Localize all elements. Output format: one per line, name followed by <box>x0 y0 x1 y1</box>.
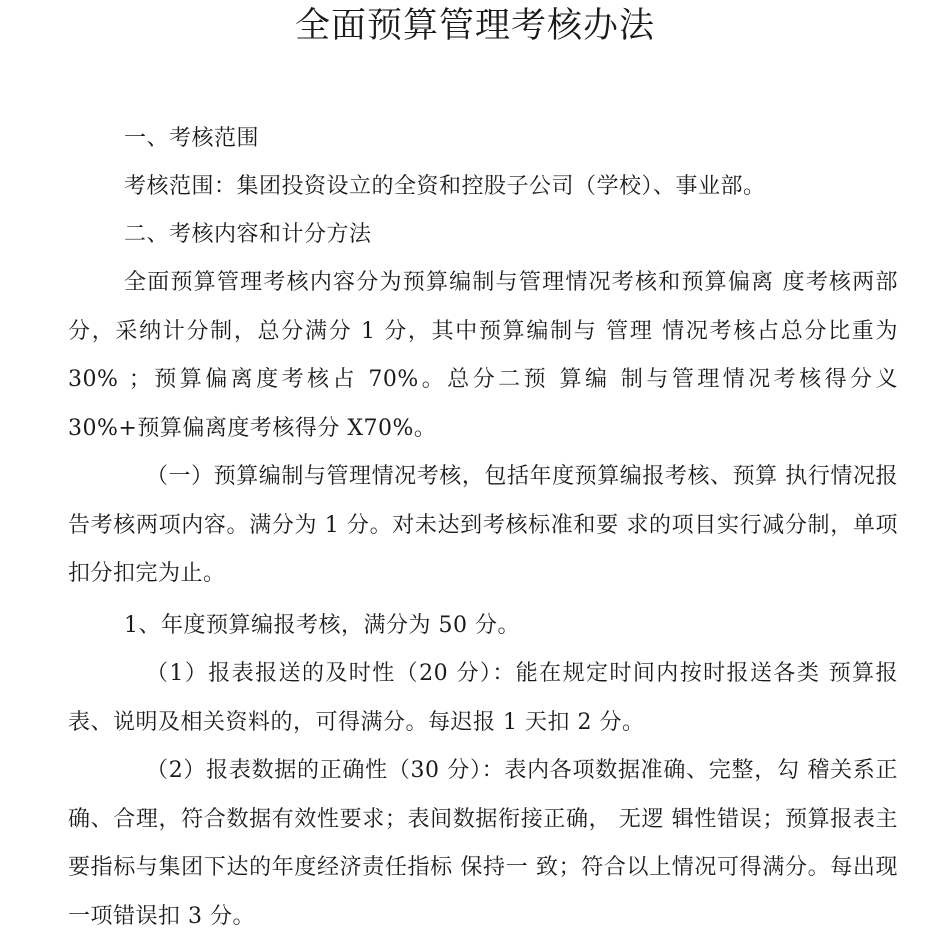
item-budget-management: （一）预算编制与管理情况考核，包括年度预算编报考核、预算 执行情况报告考核两项内容。满分为 1 分。对未达到考核标准和要 求的项目实行减分制，单项扣分扣完为止。 <box>68 464 898 586</box>
sub-heading-annual-budget: 1、年度预算编报考核，满分为 50 分。 <box>124 613 520 638</box>
section-heading-scope: 一、考核范围 <box>124 126 260 151</box>
sub-item-timeliness: （1）报表报送的及时性（20 分）：能在规定时间内按时报送各类 预算报表、说明及相关资料的，可得满分。每迟报 1 天扣 2 分。 <box>68 661 898 735</box>
document-title: 全面预算管理考核办法 <box>294 6 655 46</box>
section-body-content: 全面预算管理考核内容分为预算编制与管理情况考核和预算偏离 度考核两部分，采纳计分制，总分满分 1 分，其中预算编制与 管理 情况考核占总分比重为 30% ；预算偏离度考核占 70%。总分二预 算编 制与管理情况考核得分义 30%+预算偏离度考核得分 X70%。 <box>68 270 898 441</box>
section-body-scope: 考核范围：集团投资设立的全资和控股子公司（学校）、事业部。 <box>124 174 766 199</box>
section-heading-content: 二、考核内容和计分方法 <box>124 222 372 247</box>
sub-item-accuracy: （2）报表数据的正确性（30 分）：表内各项数据准确、完整，勾 稽关系正确、合理，符合数据有效性要求；表间数据衔接正确， 无逻 辑性错误；预算报表主要指标与集团下达的年度经济责任指标 保持一 致；符合以上情况可得满分。每出现一项错误扣 3 分。 <box>68 758 898 929</box>
